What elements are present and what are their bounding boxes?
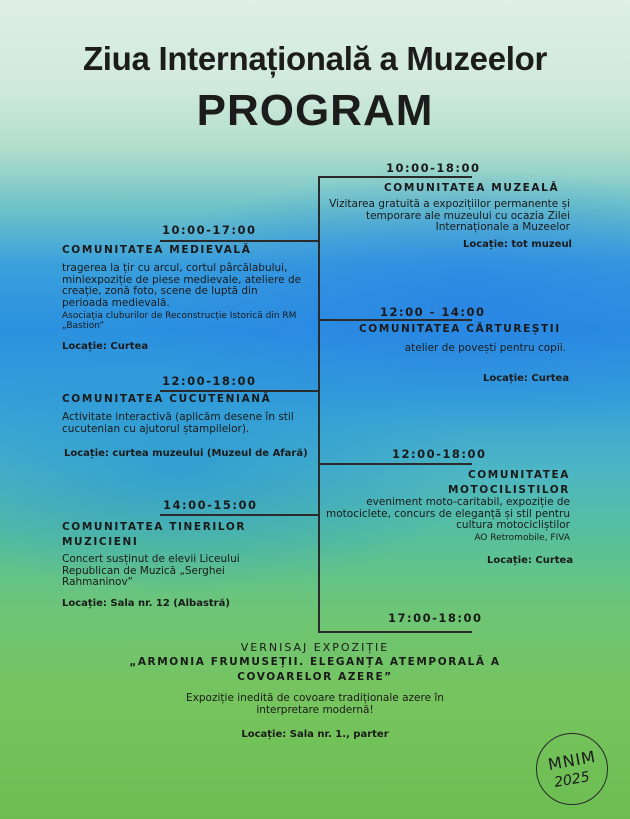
event-heading-line: MOTOCILISTILOR	[447, 484, 570, 496]
exhibition-title	[0, 655, 630, 685]
event-heading: COMUNITATEA CĂRTUREȘTII	[359, 323, 561, 335]
exhibition-title-line: COVOARELOR AZERE”	[237, 671, 393, 683]
exhibition-label: VERNISAJ EXPOZIȚIE	[240, 641, 390, 654]
timeline-connector	[318, 319, 472, 321]
timeline-connector	[160, 240, 318, 242]
stamp-text: MNIM	[546, 746, 598, 775]
event-location: Locație: Curtea	[483, 373, 570, 384]
event-description: Concert susținut de elevii Liceului Republican de Muzică „Serghei Rahmaninov”	[62, 553, 240, 588]
event-heading-line: MUZICIENI	[62, 536, 139, 548]
event-heading: COMUNITATEA MEDIEVALĂ	[62, 244, 252, 256]
event-heading	[448, 468, 570, 498]
exhibition-description-line: Expoziție inedită de covoare tradiționale azere în	[186, 692, 444, 704]
stamp-year: 2025	[553, 769, 591, 791]
event-heading-line: COMUNITATEA	[467, 469, 570, 481]
event-description: eveniment moto-caritabil, expoziție de motociclete, concurs de eleganță și stil pentru cultura motocicliștilor	[326, 496, 570, 531]
exhibition-description-line: interpretare modernă!	[256, 703, 374, 716]
timeline-connector	[318, 631, 472, 633]
event-time: 12:00 - 14:00	[380, 305, 486, 319]
event-time: 14:00-15:00	[163, 498, 258, 512]
page-title: Ziua Internațională a Muzeelor	[82, 40, 548, 77]
event-location: Locație: Curtea	[487, 555, 574, 566]
event-description: tragerea la țir cu arcul, cortul pârcălabului, miniexpoziție de piese medievale, ateliere de creație, zonă foto, scene de luptă din perioada medievală.	[62, 262, 302, 309]
event-heading: COMUNITATEA CUCUTENIANĂ	[62, 393, 272, 405]
program-heading: PROGRAM	[196, 86, 434, 135]
event-time: 10:00-18:00	[386, 161, 481, 175]
event-location: Locație: tot muzeul	[463, 239, 572, 250]
event-organizer: Asociația cluburilor de Reconstrucție Istorică din RM „Bastion”	[62, 311, 297, 331]
event-heading-line: COMUNITATEA TINERILOR	[62, 521, 247, 533]
timeline-connector	[318, 176, 472, 178]
mnim-stamp-logo	[536, 733, 608, 805]
event-time: 10:00-17:00	[162, 223, 257, 237]
event-organizer: AO Retromobile, FIVA	[474, 533, 570, 543]
event-location: Locație: Sala nr. 12 (Albastră)	[62, 598, 230, 609]
timeline-axis	[318, 176, 320, 631]
event-heading	[62, 520, 246, 550]
exhibition-location: Locație: Sala nr. 1., parter	[241, 729, 389, 740]
exhibition-description	[0, 693, 630, 716]
event-description: atelier de povești pentru copii.	[404, 342, 566, 354]
event-time: 12:00-18:00	[162, 374, 257, 388]
event-description: Vizitarea gratuită a expozițiilor permanente și temporare ale muzeului cu ocazia Zilei Internaționale a Muzeelor	[329, 198, 570, 233]
exhibition-title-line: „ARMONIA FRUMUSEȚII. ELEGANȚA ATEMPORALĂ A	[129, 656, 501, 668]
timeline-connector	[318, 463, 472, 465]
event-location: Locație: Curtea	[62, 341, 149, 352]
timeline-connector	[160, 514, 318, 516]
event-time: 12:00-18:00	[392, 447, 487, 461]
event-heading: COMUNITATEA MUZEALĂ	[384, 182, 560, 194]
event-time: 17:00-18:00	[388, 611, 483, 625]
event-description: Activitate interactivă (aplicăm desene în stil cucutenian cu ajutorul ștampilelor).	[62, 411, 294, 435]
event-location: Locație: curtea muzeului (Muzeul de Afară)	[64, 448, 308, 459]
